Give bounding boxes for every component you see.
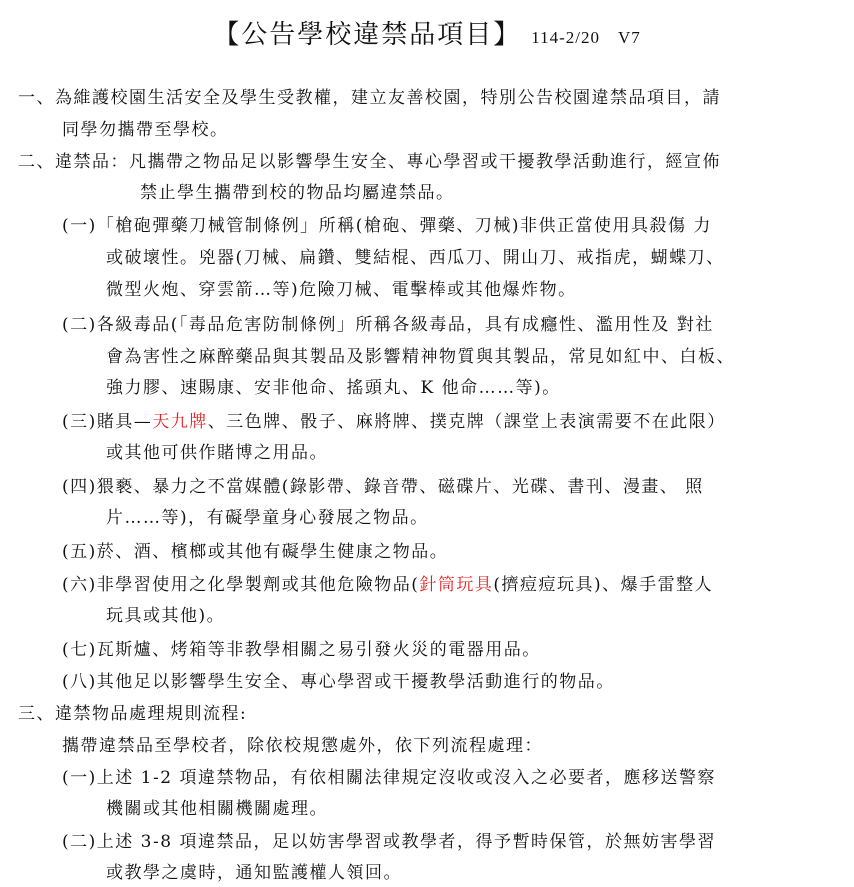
section-2-line-1: 二、違禁品：凡攜帶之物品足以影響學生安全、專心學習或干擾教學活動進行，經宣佈 (18, 152, 721, 172)
section-1-line-1: 一、為維護校園生活安全及學生受教權，建立友善校園，特別公告校園違禁品項目，請 (18, 88, 721, 108)
section-1-line-2: 同學勿攜帶至學校。 (62, 120, 229, 140)
item-2-2-line-1: (二)各級毒品(「毒品危害防制條例」所稱各級毒品，具有成癮性、濫用性及 對社 (62, 315, 714, 335)
section-3-heading: 三、違禁物品處理規則流程: (18, 704, 248, 724)
section-3-intro: 攜帶違禁品至學校者，除依校規懲處外，依下列流程處理： (62, 736, 543, 756)
item-2-1-line-2: 或破壞性。兇器(刀械、扁鑽、雙結棍、西瓜刀、開山刀、戒指虎，蝴蝶刀、 (106, 248, 725, 268)
item-2-6-line-1 (62, 573, 713, 597)
section-2-line-2: 禁止學生攜帶到校的物品均屬違禁品。 (140, 183, 455, 203)
item-3-2-line-2: 或教學之虞時，通知監護權人領回。 (106, 863, 402, 883)
item-3-1-line-1: (一)上述 1-2 項違禁物品，有依相關法律規定沒收或沒入之必要者，應移送警察 (62, 768, 716, 788)
item-2-3-highlight: 天九牌 (152, 412, 208, 432)
item-2-6-suffix: (擠痘痘玩具)、爆手雷整人 (493, 575, 714, 595)
item-2-3-prefix: (三)賭具— (62, 412, 153, 432)
item-2-7-line-1: (七)瓦斯爐、烤箱等非教學相關之易引發火災的電器用品。 (62, 640, 541, 660)
item-3-2-line-1: (二)上述 3-8 項違禁品，足以妨害學習或教學者，得予暫時保管，於無妨害學習 (62, 832, 716, 852)
item-2-2-line-2: 會為害性之麻醉藥品與其製品及影響精神物質與其製品，常見如紅中、白板、 (106, 347, 735, 367)
item-2-2-line-3: 強力膠、速賜康、安非他命、搖頭丸、K 他命……等)。 (106, 378, 561, 398)
item-2-5-line-1: (五)菸、酒、檳榔或其他有礙學生健康之物品。 (62, 542, 449, 562)
item-2-3-line-1 (62, 410, 726, 434)
item-3-1-line-2: 機關或其他相關機關處理。 (106, 799, 328, 819)
item-2-6-line-2: 玩具或其他)。 (106, 606, 226, 626)
item-2-3-line-2: 或其他可供作賭博之用品。 (106, 443, 328, 463)
item-2-1-line-1: (一)「槍砲彈藥刀械管制條例」所稱(槍砲、彈藥、刀械)非供正當使用具殺傷 力 (62, 216, 712, 236)
item-2-6-prefix: (六)非學習使用之化學製劑或其他危險物品( (62, 575, 420, 595)
item-2-4-line-1: (四)猥褻、暴力之不當媒體(錄影帶、錄音帶、磁碟片、光碟、書刊、漫畫、 照 (62, 477, 704, 497)
item-2-8-line-1: (八)其他足以影響學生安全、專心學習或干擾教學活動進行的物品。 (62, 672, 615, 692)
notice-title (0, 14, 854, 51)
item-2-6-highlight: 針筒玩具 (419, 575, 494, 595)
item-2-4-line-2: 片……等)，有礙學童身心發展之物品。 (106, 508, 429, 528)
notice-version: 114-2/20 V7 (531, 28, 641, 47)
notice-title-main: 【公告學校違禁品項目】 (213, 20, 522, 50)
item-2-1-line-3: 微型火炮、穿雲箭…等)危險刀械、電擊棒或其他爆炸物。 (106, 280, 577, 300)
item-2-3-suffix: 、三色牌、骰子、麻將牌、撲克牌（課堂上表演需要不在此限） (207, 412, 726, 432)
